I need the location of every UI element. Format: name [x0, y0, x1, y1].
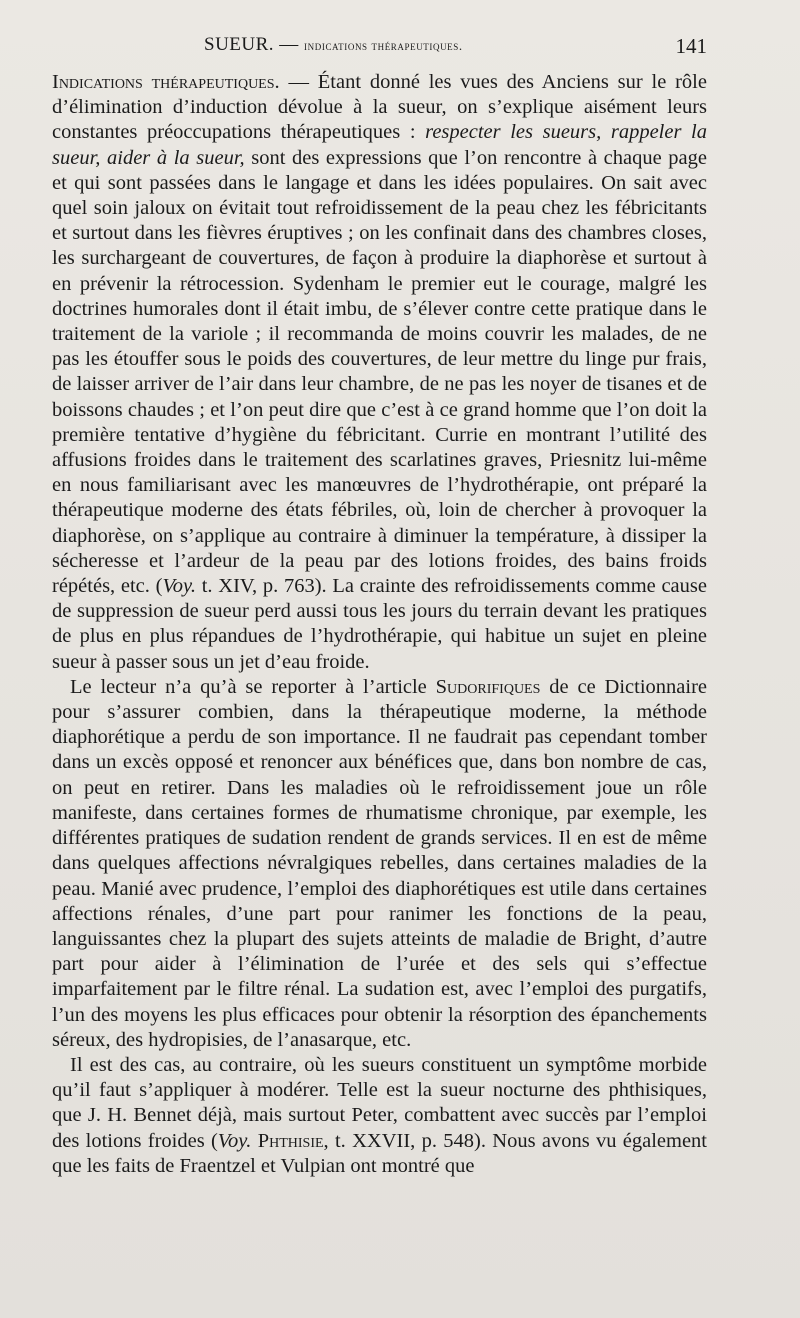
text-segment: t. XIV, p. 763). La crainte des refroidissements comme cause de suppression de sueur perd aussi tous les jours du terrain devant les pratiques de plus en plus répandues de l’hydrothérapie, qui habitue un sujet en pleine sueur à passer sous un jet d’eau froide.: [52, 575, 707, 673]
italic-phrase: respecter les sueurs, rappeler la sueur, aider à la sueur,: [52, 121, 707, 169]
voy-reference: Voy.: [162, 575, 197, 598]
running-title-main: SUEUR. —: [204, 34, 305, 55]
paragraph-sudorifiques: [52, 675, 707, 1053]
paragraph-indications: [52, 70, 707, 675]
running-header: [52, 34, 707, 62]
smallcaps-reference: Phthisie: [257, 1129, 324, 1152]
text-segment: Le lecteur n’a qu’à se reporter à l’article: [70, 675, 436, 698]
smallcaps-reference: Sudorifiques: [435, 675, 541, 698]
page-number: 141: [675, 34, 707, 58]
section-lead: Indications thérapeutiques.: [52, 71, 280, 93]
text-segment: de ce Dictionnaire pour s’assurer combien, dans la thérapeutique moderne, la méthode diaphorétique a perdu de son importance. Il ne faudrait pas cependant tomber dans un excès opposé et renoncer aux bénéfices que, dans bon nombre de cas, on peut en retirer. Dans les maladies où le refroidissement joue un rôle manifeste, dans certaines formes de rhumatisme chronique, par exemple, les différentes pratiques de sudation rendent de grands services. Il en est de même dans quelques affections névralgiques rebelles, dans certaines maladies de la peau. Manié avec prudence, l’emploi des diaphorétiques est utile dans certaines affections rénales, d’une part pour ranimer les fonctions de la peau, languissantes chez la plupart des sujets atteints de maladie de Bright, d’autre part pour aider à l’élimination de l’urée et des sels qui s’effectue imparfaitement par le filtre rénal. La sudation est, avec l’emploi des purgatifs, l’un des moyens les plus efficaces pour obtenir la résorption des épanchements séreux, des hydropisies, de l’anasarque, etc.: [52, 675, 707, 1051]
text-segment: Il est des cas, au contraire, où les sueurs constituent un symptôme morbide qu’il faut s’appliquer à modérer. Telle est la sueur nocturne des phthisiques, que J. H. Bennet déjà, mais surtout Peter, combattent avec succès par l’emploi des lotions froides (: [52, 1053, 707, 1152]
running-title: [204, 34, 463, 56]
paragraph-sueurs-morbides: [52, 1053, 707, 1179]
voy-reference: Voy.: [217, 1129, 252, 1152]
text-segment: sont des expressions que l’on rencontre à chaque page et qui sont passées dans le langage et dans les idées populaires. On sait avec quel soin jaloux on évitait tout refroidissement de la peau chez les fébricitants et surtout dans les fièvres éruptives ; on les confinait dans des chambres closes, les surchargeant de couvertures, de façon à produire la diaphorèse et surtout à en prévenir la rétrocession. Sydenham le premier eut le courage, malgré les doctrines humorales dont il était imbu, de s’élever contre cette pratique dans le traitement de la variole ; il recommanda de moins couvrir les malades, de ne pas les étouffer sous le poids des couvertures, de leur mettre du linge pur frais, de laisser arriver de l’air dans leur chambre, de ne pas les noyer de tisanes et de boissons chaudes ; et l’on peut dire que c’est à ce grand homme que l’on doit la première tentative d’hygiène du fébricitant. Currie en montrant l’utilité des affusions froides dans le traitement des scarlatines graves, Priesnitz lui-même en nous familiarisant avec les manœuvres de l’hydrothérapie, ont préparé la thérapeutique moderne des états fébriles, où, loin de chercher à provoquer la diaphorèse, on s’applique au contraire à diminuer la température, à dissiper la sécheresse et l’ardeur de la peau par des lotions froides, des bains froids répétés, etc. (: [52, 146, 707, 598]
text-segment: , t. XXVII, p. 548). Nous avons vu également que les faits de Fraentzel et Vulpian ont montré que: [52, 1129, 707, 1177]
running-title-smallcaps: indications thérapeutiques.: [304, 38, 463, 53]
text-segment: — Étant donné les vues des Anciens sur le rôle d’élimination d’induction dévolue à la sueur, on s’explique aisément leurs constantes préoccupations thérapeutiques :: [52, 71, 707, 144]
body-text: [52, 70, 707, 1179]
